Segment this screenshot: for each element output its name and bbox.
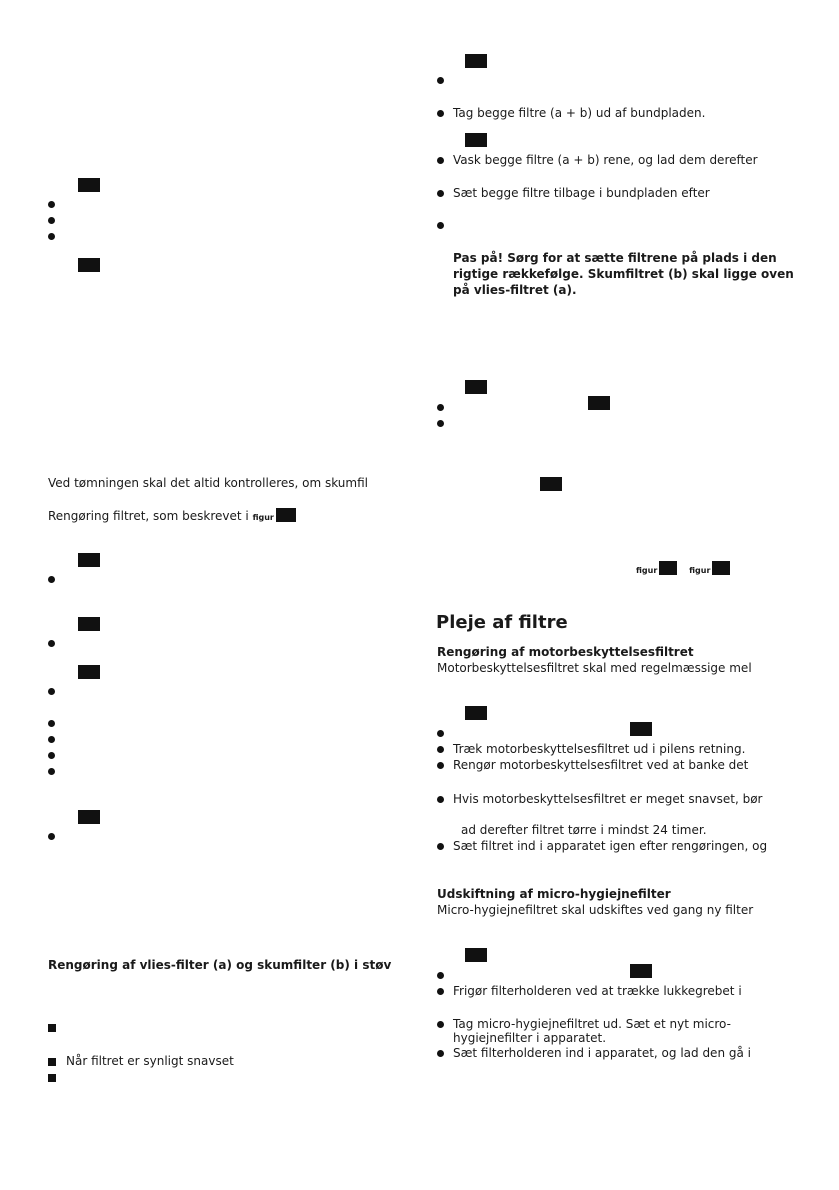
figure-reference-box: [630, 722, 652, 736]
figure-reference-box: [78, 178, 100, 192]
bullet: [48, 736, 55, 743]
motor-step: Rengør motorbeskyttelsesfiltret ved at banke det: [453, 758, 749, 772]
figure-reference-box: [540, 477, 562, 491]
bullet: [437, 988, 444, 995]
figure-reference-box: [78, 665, 100, 679]
square-bullet: [48, 1058, 56, 1066]
bullet: [437, 843, 444, 850]
square-bullet: [48, 1074, 56, 1082]
bullet: [48, 233, 55, 240]
micro-step-continuation: hygiejnefilter i apparatet.: [453, 1031, 607, 1045]
micro-step: Sæt filterholderen ind i apparatet, og lad den gå i: [453, 1046, 751, 1060]
figure-reference-box: [712, 561, 730, 575]
motor-filter-intro: Motorbeskyttelsesfiltret skal med regelmæssige mel: [437, 661, 752, 675]
figure-refs: [636, 561, 730, 578]
section-title: Pleje af filtre: [436, 612, 568, 633]
bullet: [437, 1021, 444, 1028]
figur-label: figur: [252, 513, 274, 522]
figur-label: figur: [636, 566, 658, 575]
figure-reference-box: [78, 810, 100, 824]
motor-step: Hvis motorbeskyttelsesfiltret er meget snavset, bør: [453, 792, 763, 806]
bullet: [437, 190, 444, 197]
micro-step: Tag micro-hygiejnefiltret ud. Sæt et nyt micro-: [453, 1017, 731, 1031]
motor-step: Træk motorbeskyttelsesfiltret ud i pilens retning.: [453, 742, 746, 756]
figure-reference-box: [465, 948, 487, 962]
figure-reference-box: [78, 553, 100, 567]
motor-step-continuation: ad derefter filtret tørre i mindst 24 timer.: [461, 823, 707, 837]
bullet: [48, 752, 55, 759]
clean-filter-text: [48, 508, 296, 525]
bullet: [437, 762, 444, 769]
bullet: [437, 1050, 444, 1057]
bullet: [437, 157, 444, 164]
figure-reference-box: [465, 54, 487, 68]
bullet: [48, 201, 55, 208]
figure-reference-box: [588, 396, 610, 410]
micro-filter-heading: Udskiftning af micro-hygiejnefilter: [437, 887, 671, 901]
figure-reference-box: [276, 508, 296, 522]
figure-reference-box: [78, 617, 100, 631]
warning-line-3: på vlies-filtret (a).: [453, 283, 577, 297]
figure-reference-box: [465, 133, 487, 147]
bullet: [437, 796, 444, 803]
figure-reference-box: [78, 258, 100, 272]
bullet: [437, 972, 444, 979]
bullet: [48, 217, 55, 224]
vlies-filter-heading: Rengøring af vlies-filter (a) og skumfilter (b) i støv: [48, 958, 392, 972]
bullet: [48, 640, 55, 647]
figure-reference-box: [465, 380, 487, 394]
warning-line-1: Pas på! Sørg for at sætte filtrene på plads i den: [453, 251, 777, 265]
clean-filter-label: Rengøring filtret, som beskrevet i: [48, 509, 249, 523]
figure-reference-box: [659, 561, 677, 575]
warning-line-2: rigtige rækkefølge. Skumfiltret (b) skal ligge oven: [453, 267, 794, 281]
bullet: [437, 77, 444, 84]
motor-final-step: Sæt filtret ind i apparatet igen efter rengøringen, og: [453, 839, 768, 853]
bullet: [437, 746, 444, 753]
micro-step: Frigør filterholderen ved at trække lukkegrebet i: [453, 984, 742, 998]
bullet: [48, 833, 55, 840]
step-wash-filters: Vask begge filtre (a + b) rene, og lad dem derefter: [453, 153, 758, 167]
step-replace-filters: Sæt begge filtre tilbage i bundpladen efter: [453, 186, 710, 200]
list-item: Når filtret er synligt snavset: [66, 1054, 234, 1068]
bullet: [48, 768, 55, 775]
figure-reference-box: [630, 964, 652, 978]
bullet: [48, 688, 55, 695]
step-remove-filters: Tag begge filtre (a + b) ud af bundpladen.: [453, 106, 706, 120]
bullet: [437, 222, 444, 229]
emptying-check-text: Ved tømningen skal det altid kontrolleres, om skumfil: [48, 476, 368, 490]
square-bullet: [48, 1024, 56, 1032]
bullet: [437, 420, 444, 427]
bullet: [437, 404, 444, 411]
figure-reference-box: [465, 706, 487, 720]
figur-label: figur: [689, 566, 711, 575]
bullet: [437, 730, 444, 737]
bullet: [437, 110, 444, 117]
bullet: [48, 720, 55, 727]
micro-filter-intro: Micro-hygiejnefiltret skal udskiftes ved gang ny filter: [437, 903, 754, 917]
motor-filter-heading: Rengøring af motorbeskyttelsesfiltret: [437, 645, 694, 659]
bullet: [48, 576, 55, 583]
